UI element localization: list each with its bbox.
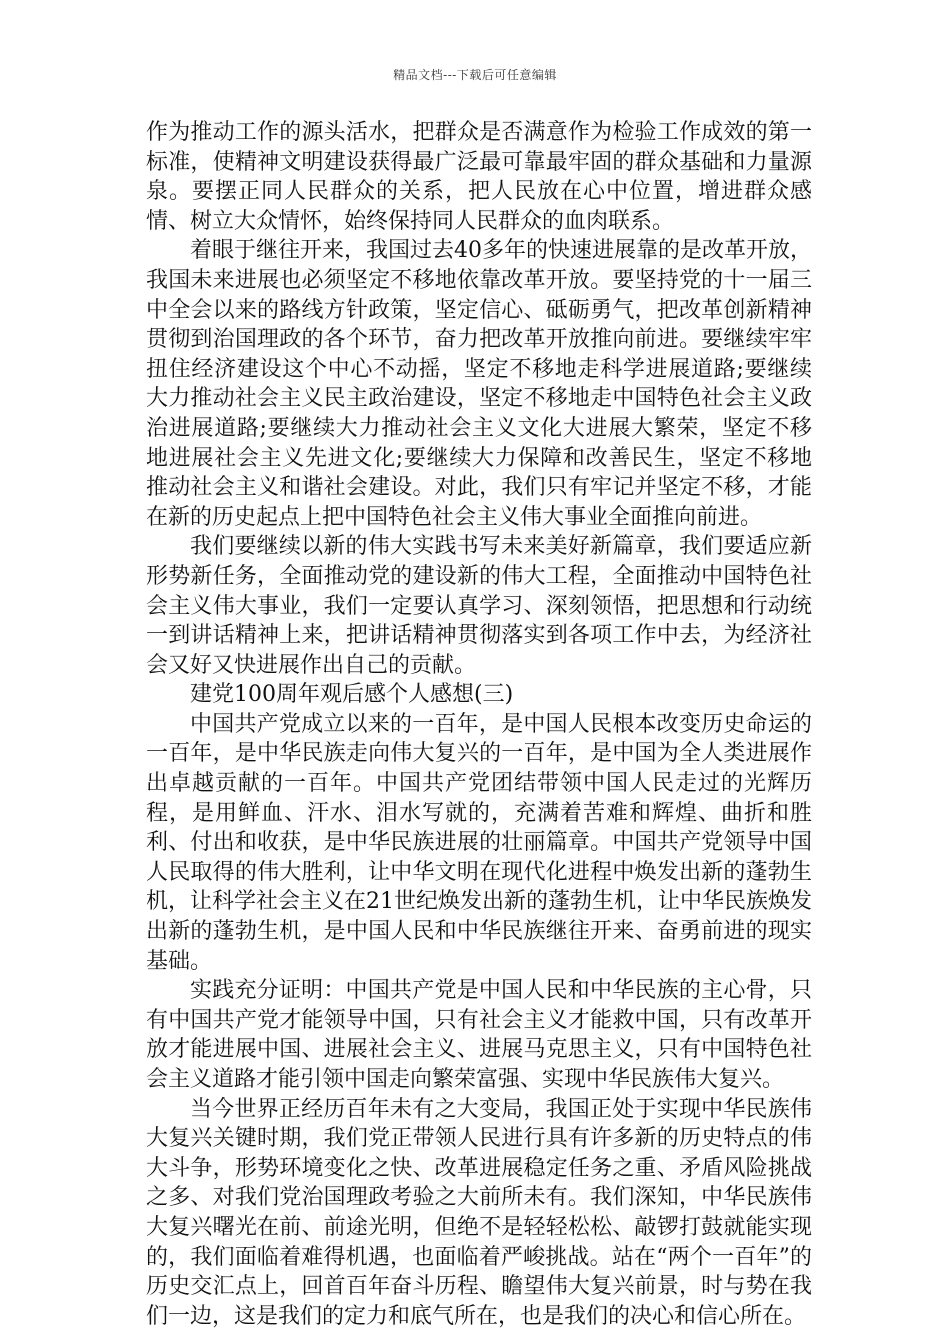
paragraph-6: 当今世界正经历百年未有之大变局，我国正处于实现中华民族伟大复兴关键时期，我们党正带领人民进行具有许多新的历史特点的伟大斗争，形势环境变化之快、改革进展稳定任务之重、矛盾风险挑战之多、对我们党治国理政考验之大前所未有。我们深知，中华民族伟大复兴曙光在前、前途光明，但绝不是轻轻松松、敲锣打鼓就能实现的，我们面临着难得机遇，也面临着严峻挑战。站在“两个一百年”的历史交汇点上，回首百年奋斗历程、瞻望伟大复兴前景，时与势在我们一边，这是我们的定力和底气所在，也是我们的决心和信心所在。: [146, 1096, 812, 1329]
paragraph-2: 着眼于继往开来，我国过去40多年的快速进展靠的是改革开放，我国未来进展也必须坚定不移地依靠改革开放。要坚持党的十一届三中全会以来的路线方针政策，坚定信心、砥砺勇气，把改革创新精神贯彻到治国理政的各个环节，奋力把改革开放推向前进。要继续牢牢扭住经济建设这个中心不动摇，坚定不移地走科学进展道路;要继续大力推动社会主义民主政治建设，坚定不移地走中国特色社会主义政治进展道路;要继续大力推动社会主义文化大进展大繁荣，坚定不移地进展社会主义先进文化;要继续大力保障和改善民生，坚定不移地推动社会主义和谐社会建设。对此，我们只有牢记并坚定不移，才能在新的历史起点上把中国特色社会主义伟大事业全面推向前进。: [146, 238, 812, 530]
paragraph-3: 我们要继续以新的伟大实践书写未来美好新篇章，我们要适应新形势新任务，全面推动党的建设新的伟大工程，全面推动中国特色社会主义伟大事业，我们一定要认真学习、深刻领悟，把思想和行动统一到讲话精神上来，把讲话精神贯彻落实到各项工作中去，为经济社会又好又快进展作出自己的贡献。: [146, 534, 812, 678]
section-title: 建党100周年观后感个人感想(三): [190, 682, 514, 708]
document-body: [146, 118, 812, 1331]
page-header-note: 精品文档---下载后可任意编辑: [393, 68, 557, 82]
paragraph-1: 作为推动工作的源头活水，把群众是否满意作为检验工作成效的第一标准，使精神文明建设获得最广泛最可靠最牢固的群众基础和力量源泉。要摆正同人民群众的关系，把人民放在心中位置，增进群众感情、树立大众情怀，始终保持同人民群众的血肉联系。: [146, 120, 812, 234]
paragraph-4: 中国共产党成立以来的一百年，是中国人民根本改变历史命运的一百年，是中华民族走向伟大复兴的一百年，是中国为全人类进展作出卓越贡献的一百年。中国共产党团结带领中国人民走过的光辉历程，是用鲜血、汗水、泪水写就的，充满着苦难和辉煌、曲折和胜利、付出和收获，是中华民族进展的壮丽篇章。中国共产党领导中国人民取得的伟大胜利，让中华文明在现代化进程中焕发出新的蓬勃生机，让科学社会主义在21世纪焕发出新的蓬勃生机，让中华民族焕发出新的蓬勃生机，是中国人民和中华民族继往开来、奋勇前进的现实基础。: [146, 711, 812, 974]
paragraph-5: 实践充分证明：中国共产党是中国人民和中华民族的主心骨，只有中国共产党才能领导中国，只有社会主义才能救中国，只有改革开放才能进展中国、进展社会主义、进展马克思主义，只有中国特色社会主义道路才能引领中国走向繁荣富强、实现中华民族伟大复兴。: [146, 978, 812, 1092]
